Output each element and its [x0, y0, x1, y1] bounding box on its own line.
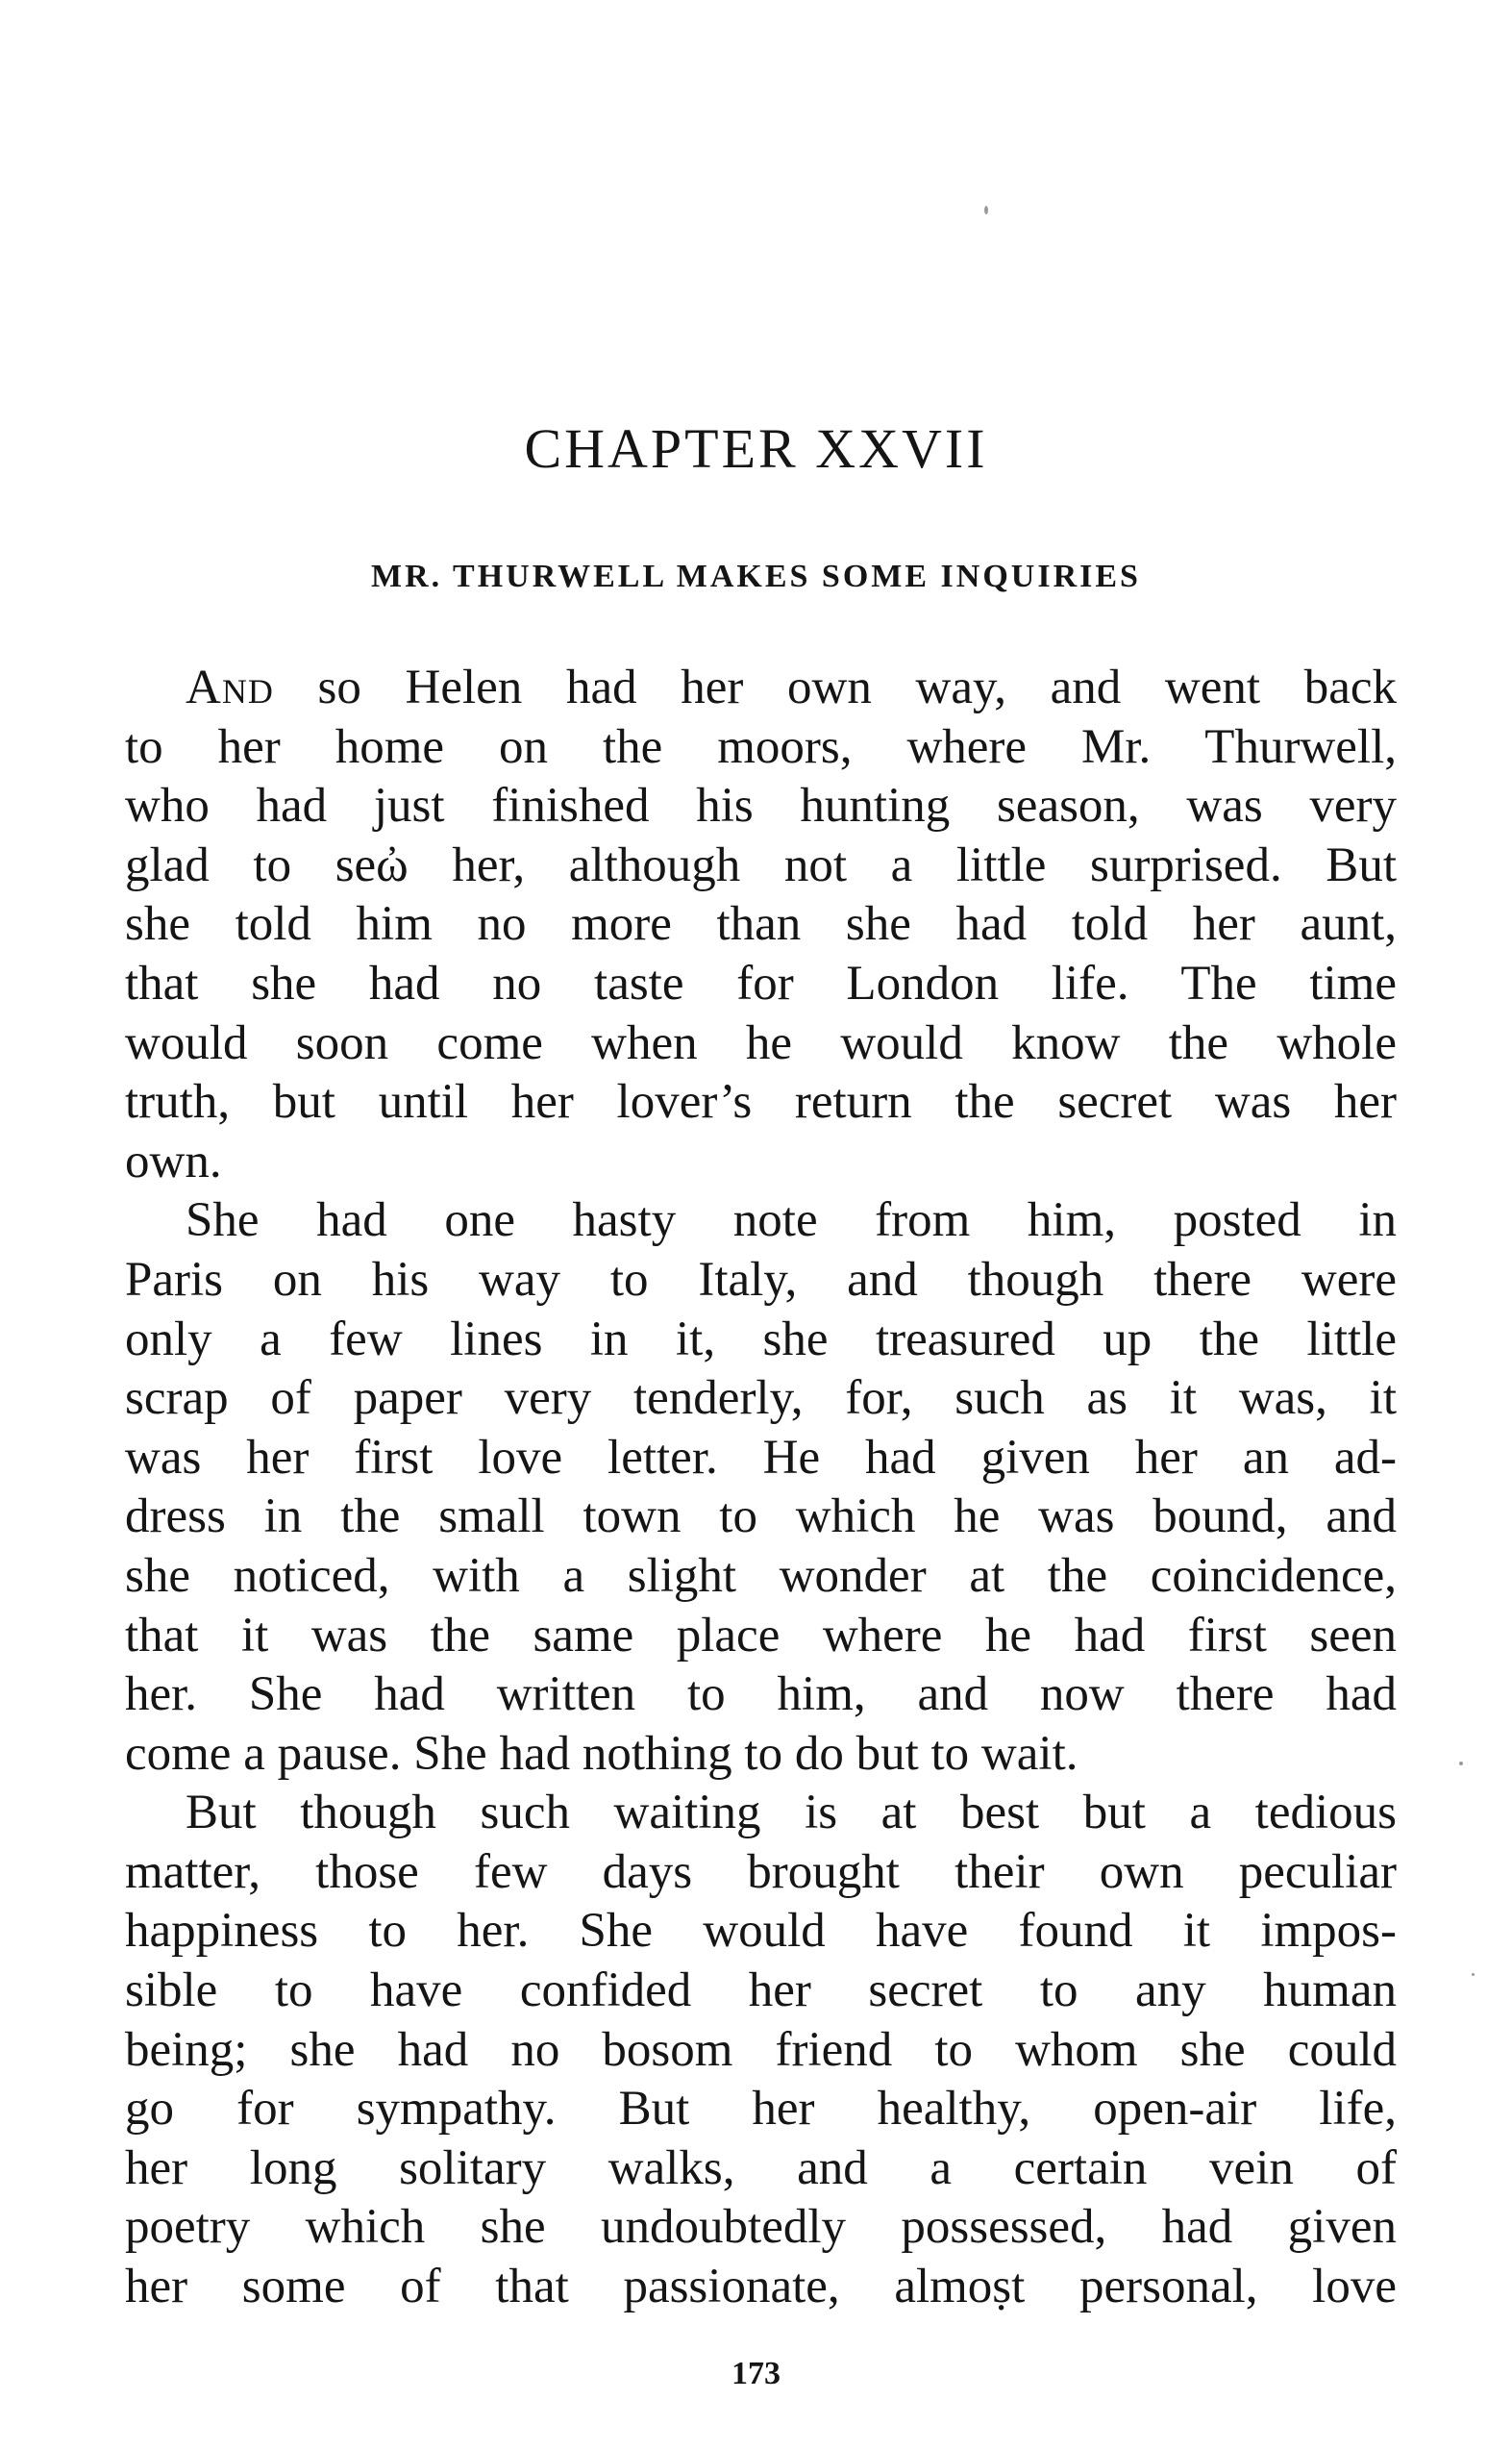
text-line: own. [125, 1134, 222, 1188]
paragraph-3 [125, 1784, 1397, 2316]
text-line: go for sympathy. But her healthy, open-air life, [125, 2082, 1397, 2137]
text-line: truth, but until her lover’s return the secret was her [125, 1075, 1397, 1130]
text-line: come a pause. She had nothing to do but to wait. [125, 1726, 1078, 1781]
page-number: 173 [731, 2356, 781, 2391]
text-line: poetry which she undoubtedly possessed, had given [125, 2200, 1397, 2255]
text-line: sible to have confided her secret to any human [125, 1963, 1397, 2018]
ink-speck [1472, 1973, 1475, 1976]
text-line: that she had no taste for London life. The time [125, 956, 1397, 1011]
paragraph-2 [125, 1191, 1397, 1784]
ink-speck [984, 206, 988, 214]
text-line: being; she had no bosom friend to whom she could [125, 2022, 1397, 2077]
text-line: scrap of paper very tenderly, for, such as it was, it [125, 1371, 1397, 1426]
text-line: she noticed, with a slight wonder at the coincidence, [125, 1548, 1397, 1603]
text-line: only a few lines in it, she treasured up the little [125, 1312, 1397, 1366]
body-text [125, 659, 1397, 2317]
drop-cap-word: And [186, 661, 274, 714]
text-line: happiness to her. She would have found it impos- [125, 1904, 1397, 1959]
text-line: she told him no more than she had told her aunt, [125, 897, 1397, 952]
chapter-title: CHAPTER XXVII [524, 417, 988, 480]
text-line: matter, those few days brought their own peculiar [125, 1844, 1397, 1899]
paragraph-1 [125, 659, 1397, 1191]
text-line: her long solitary walks, and a certain vein of [125, 2140, 1397, 2195]
text-line: She had one hasty note from him, posted in [186, 1193, 1397, 1248]
ink-speck [1459, 1762, 1463, 1765]
text-line: And so Helen had her own way, and went back [186, 661, 1397, 714]
text-line: her some of that passionate, almoṣt personal, love [125, 2260, 1397, 2314]
text-line: Paris on his way to Italy, and though there were [125, 1252, 1397, 1307]
chapter-subtitle: MR. THURWELL MAKES SOME INQUIRIES [371, 559, 1141, 594]
text-line: But though such waiting is at best but a tedious [186, 1786, 1397, 1840]
text-line: to her home on the moors, where Mr. Thurwell, [125, 719, 1397, 774]
text-line: who had just finished his hunting season, was very [125, 779, 1397, 834]
text-line: would soon come when he would know the whole [125, 1015, 1397, 1070]
text-line: dress in the small town to which he was bound, and [125, 1489, 1397, 1544]
text-line: that it was the same place where he had first seen [125, 1608, 1397, 1662]
text-line: was her first love letter. He had given her an ad- [125, 1430, 1397, 1485]
text-line: her. She had written to him, and now there had [125, 1667, 1397, 1722]
text-line: glad to seὠ her, although not a little surprised. But [125, 838, 1397, 892]
